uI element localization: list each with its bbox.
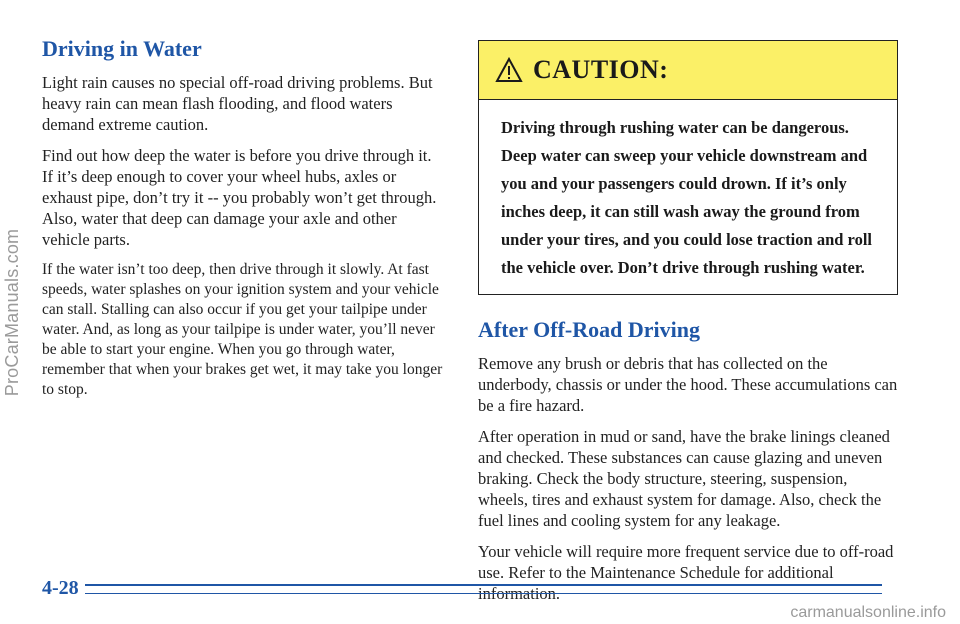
paragraph: Find out how deep the water is before you drive through it. If it’s deep enough to cover your wheel hubs, axles or exhaust pipe, don’t try it -- you probably won’t get through. Also, water that deep can damage your axle and other vehicle parts.: [42, 146, 437, 249]
right-column: [478, 40, 898, 614]
paragraph: If the water isn’t too deep, then drive through it slowly. At fast speeds, water splashes on your ignition system and your vehicle can stall. Stalling can also occur if you get your tailpipe under water. And, as long as your tailpipe is under water, you’ll never be able to start your engine. When you go through water, remember that when your brakes get wet, it may take you longer to stop.: [42, 261, 443, 398]
caution-text: Driving through rushing water can be dangerous. Deep water can sweep your vehicle downstream and you and your passengers could drown. If it’s only inches deep, it can still wash away the ground from under your tires, and you could lose traction and roll the vehicle over. Don’t drive through rushing water.: [501, 118, 872, 277]
caution-header: [479, 41, 897, 100]
paragraph: After operation in mud or sand, have the brake linings cleaned and checked. These substances can cause glazing and uneven braking. Check the body structure, steering, suspension, wheels, tires and exhaust system for damage. Also, check the fuel lines and cooling system for any leakage.: [478, 427, 890, 530]
driving-in-water-section: [42, 36, 444, 410]
bottom-watermark: carmanualsonline.info: [790, 604, 946, 621]
paragraph: Your vehicle will require more frequent service due to off-road use. Refer to the Maintenance Schedule for additional information.: [478, 542, 894, 603]
page-number: 4-28: [42, 577, 79, 599]
caution-title: CAUTION:: [533, 55, 669, 84]
side-watermark: [2, 0, 24, 624]
paragraph: Remove any brush or debris that has collected on the underbody, chassis or under the hood. These accumulations can be a fire hazard.: [478, 354, 898, 415]
caution-box: [478, 40, 898, 295]
side-watermark-text: ProCarManuals.com: [2, 228, 23, 396]
footer-rule: [85, 584, 882, 594]
warning-triangle-icon: [495, 57, 523, 83]
paragraph: Light rain causes no special off-road driving problems. But heavy rain can mean flash flooding, and flood waters demand extreme caution.: [42, 73, 433, 134]
driving-in-water-heading: Driving in Water: [42, 36, 202, 61]
page-footer: [42, 577, 882, 600]
after-off-road-heading: After Off-Road Driving: [478, 317, 700, 342]
